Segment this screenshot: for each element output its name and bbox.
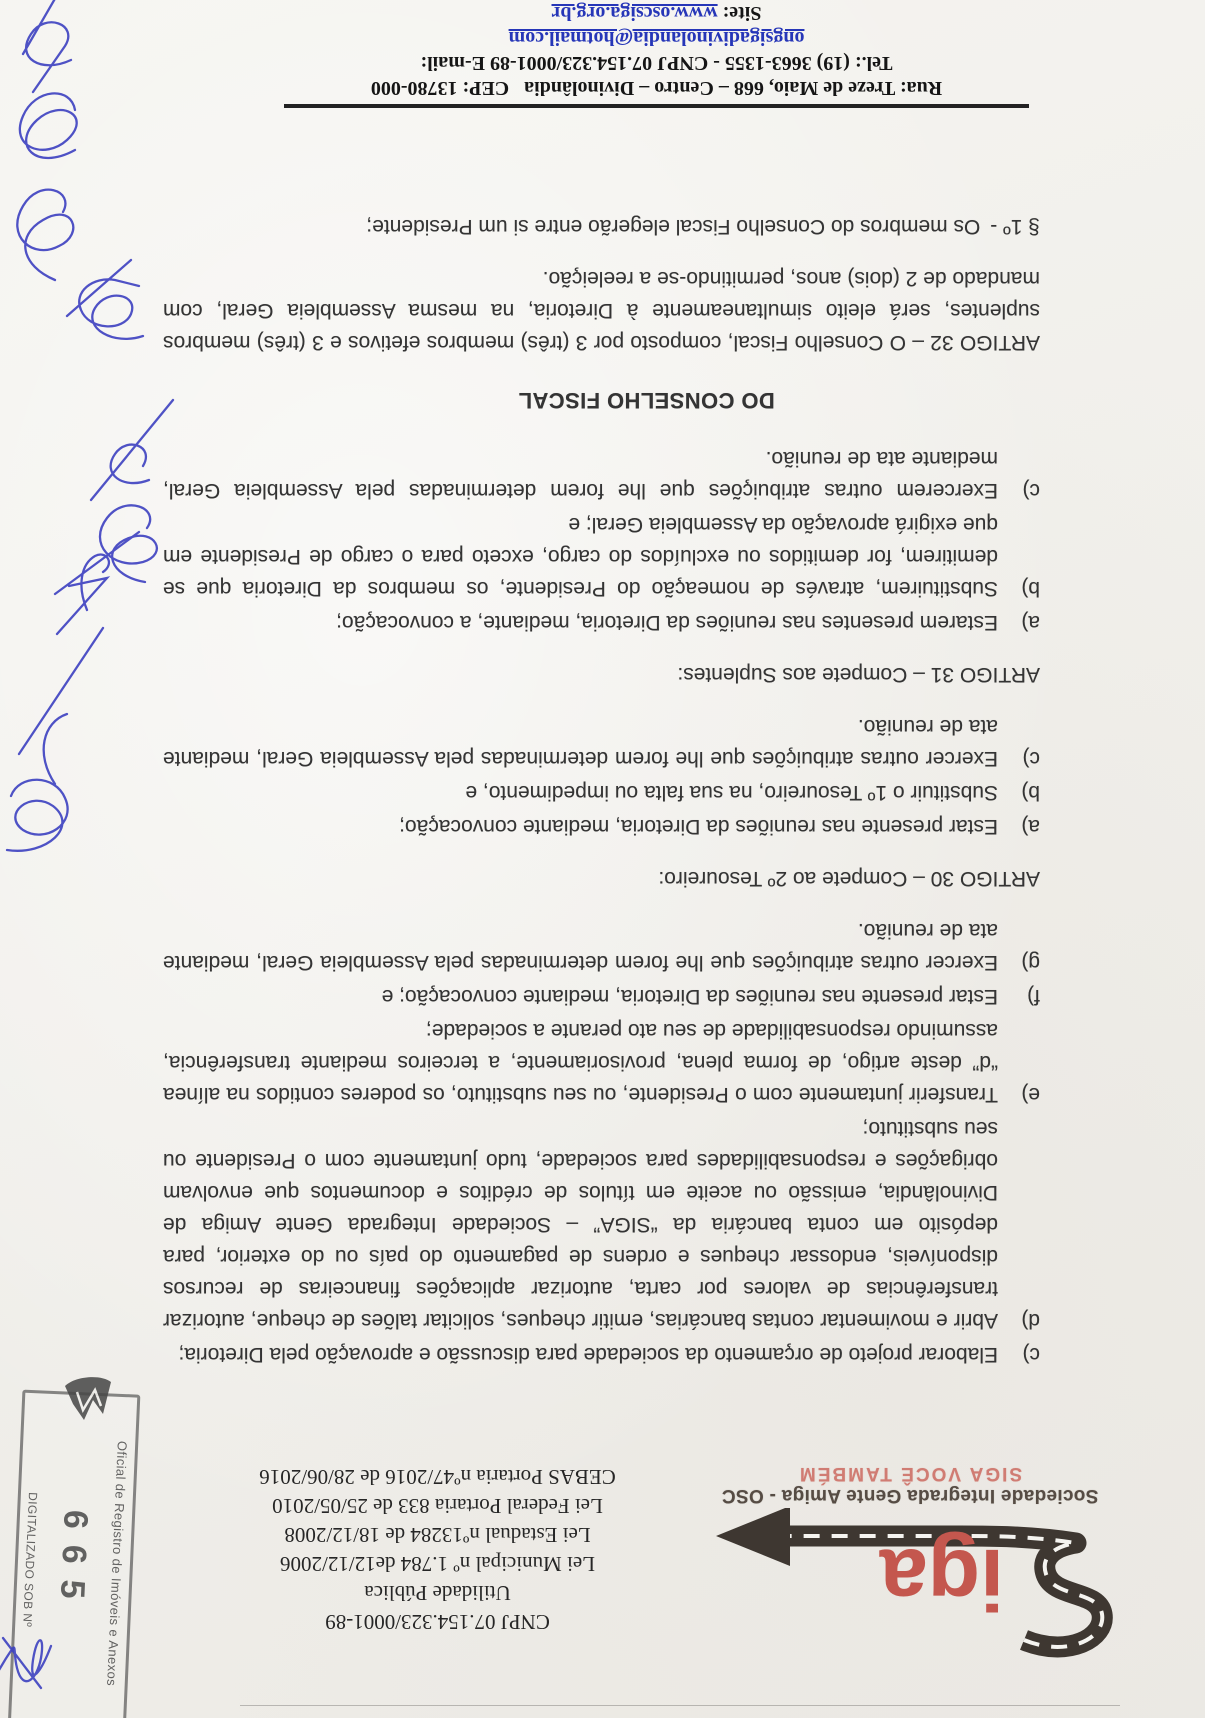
paragraph-text: Os membros do Conselho Fiscal elegerão entre si um Presidente; (366, 215, 981, 238)
list-item-label: c) (1022, 747, 1040, 770)
list-item (163, 508, 1040, 604)
footer-address: Rua: Treze de Maio, 668 – Centro – Divinolândia CEP: 13780-000 (370, 77, 943, 99)
paper-edge-line (240, 1705, 1120, 1706)
paragraph-text: Abrir e movimentar contas bancárias, emitir cheques, solicitar talões de cheque, autorizar transferências de valores por carta, autorizar aplicações financeiras de recursos disponíveis, endossar cheques e ordens de pagamento do país ou do exterior, para depósito em conta bancária da “SIGA” – Sociedade Integrada Gente Amiga de Divinolândia, emissão ou aceite em títulos de créditos e documentos que envolvam obrigações e responsabilidades para sociedade, tudo juntamente com o Presidente ou seu substituto; (163, 1117, 998, 1332)
registry-line-lei-federal: Lei Federal Portaria 833 de 25/05/2010 (272, 1494, 603, 1518)
signature-mark (17, 0, 97, 280)
list-item-label: g) (1021, 951, 1040, 974)
stamp-caption: DIGITALIZADO SOB Nº (20, 1492, 40, 1628)
list-item (163, 810, 1040, 842)
registry-line-utilidade: Utilidade Pública (364, 1581, 511, 1605)
list-item-label: § 1º - (990, 215, 1040, 238)
footer-site-line (284, 0, 1029, 25)
footer-email-link[interactable]: ongsigadivinolandia@hotmail.com (508, 27, 805, 49)
footer-site-label: Site: (717, 2, 762, 24)
list-item (163, 980, 1040, 1012)
document-footer (284, 0, 1029, 108)
logo-tagline: Sociedade Integrada Gente Amiga - OSC (721, 1485, 1099, 1506)
paragraph-text: Substituir o 1º Tesoureiro, na sua falta ou impedimento, e (465, 781, 998, 804)
stamp-number: 665 (52, 1508, 95, 1616)
list-item (163, 1112, 1040, 1336)
list-item-label: e) (1021, 1083, 1040, 1106)
list-item-label: f) (1027, 985, 1040, 1008)
paragraph-text: Estar presente nas reuniões da Diretoria, mediante convocação; e (381, 985, 998, 1008)
registry-info-block (205, 1462, 670, 1636)
paragraph-text: Exercer outras atribuições que lhe forem determinadas pela Assembleia Geral, mediante ata de reunião. (163, 919, 998, 974)
list-item (163, 442, 1040, 506)
list-item-label: b) (1021, 781, 1040, 804)
footer-divider (284, 104, 1029, 108)
paragraph-text: Transferir juntamente com o Presidente, ou seu substituto, os poderes contidos na alínea “d” deste artigo, de forma plena, provisoriamente, a terceiros mediante transferência, assumindo responsabilidade de seu ato perante a sociedade; (163, 1019, 998, 1106)
siga-logo (700, 1462, 1120, 1658)
list-item-label: d) (1021, 1309, 1040, 1332)
signature-mark (55, 532, 139, 634)
registry-line-cnpj: CNPJ 07.154.323/0001-89 (325, 1610, 550, 1634)
signature-mark (67, 260, 143, 339)
paragraph-text: Substituirem, através de nomeação do Presidente, os membros da Diretoria que se demitirem, for demitidos ou excluídos do cargo, exceto para o cargo de Presidente em que exigirá aprovação da Assembleia Geral; e (163, 513, 998, 600)
artigo-paragraph (163, 862, 1040, 894)
list-item (163, 1338, 1040, 1370)
stamp-office-label: Oficial de Registro de Imóveis e Anexos (104, 1440, 130, 1687)
list-item-label: c) (1022, 1343, 1040, 1366)
footer-contact-line (284, 25, 1029, 75)
paragraph-text: ARTIGO 30 – Compete ao 2º Tesoureiro: (658, 867, 1040, 890)
paragraph-text: Estarem presentes nas reuniões da Diretoria, mediante, a convocação; (336, 611, 998, 634)
registry-line-cebas: CEBAS Portaria nº47/2016 de 28/06/2016 (259, 1465, 616, 1489)
paragraph-text: DO CONSELHO FISCAL (518, 388, 775, 413)
list-item-label: b) (1021, 577, 1040, 600)
signature-mark (7, 628, 103, 851)
paragraph-text: Exercer outras atribuições que lhe forem determinadas pela Assembleia Geral, mediante ata de reunião. (163, 715, 998, 770)
logo-slogan: SIGA VOCÊ TAMBÉM (797, 1463, 1023, 1484)
artigo-paragraph (163, 658, 1040, 690)
list-item (163, 914, 1040, 978)
list-item (163, 1014, 1040, 1110)
paragraph-text: Elaborar projeto de orçamento da sociedade para discussão e aprovação pela Diretoria; (178, 1343, 998, 1366)
list-item (163, 606, 1040, 638)
list-item (163, 710, 1040, 774)
footer-tel-cnpj: Tel.: (19) 3663-1355 - CNPJ 07.154.323/0001-89 E-mail: (420, 52, 893, 74)
paragraph-text: Estar presente nas reuniões da Diretoria, mediante convocação; (399, 815, 998, 838)
list-item (163, 776, 1040, 808)
list-item-label: a) (1021, 815, 1040, 838)
list-item-label: c) (1022, 479, 1040, 502)
digitized-stamp (8, 1390, 141, 1718)
signature-mark (91, 400, 173, 582)
paragraph-text: ARTIGO 32 – O Conselho Fiscal, composto por 3 (três) membros efetivos e 3 (três) membros suplentes, será eleito simultaneamente à Diretoria, na mesma Assembleia Geral, com mandado de 2 (dois) anos, permitindo-se a reeleição. (163, 267, 1040, 354)
footer-site-link[interactable]: www.oscsiga.org.br (551, 2, 718, 24)
notary-seal-icon (59, 1372, 117, 1424)
registry-line-lei-estadual: Lei Estadual nº13284 de 18/12/2008 (284, 1523, 591, 1547)
list-item-label: a) (1021, 611, 1040, 634)
logo-word-suffix: iga (879, 1531, 1004, 1627)
paragraph-text: ARTIGO 31 – Compete aos Suplentes: (677, 663, 1040, 686)
registry-line-lei-municipal: Lei Municipal nº 1.784 de12/12/2006 (279, 1552, 596, 1576)
artigo-paragraph (163, 262, 1040, 358)
road-arrow-icon (700, 1508, 1120, 1658)
paragraph-text: Exercerem outras atribuições que lhe forem determinadas pela Assembleia Geral, mediante ata de reunião. (163, 447, 998, 502)
list-item (163, 210, 1040, 242)
section-heading (208, 384, 1085, 416)
document-body (163, 210, 1040, 1370)
